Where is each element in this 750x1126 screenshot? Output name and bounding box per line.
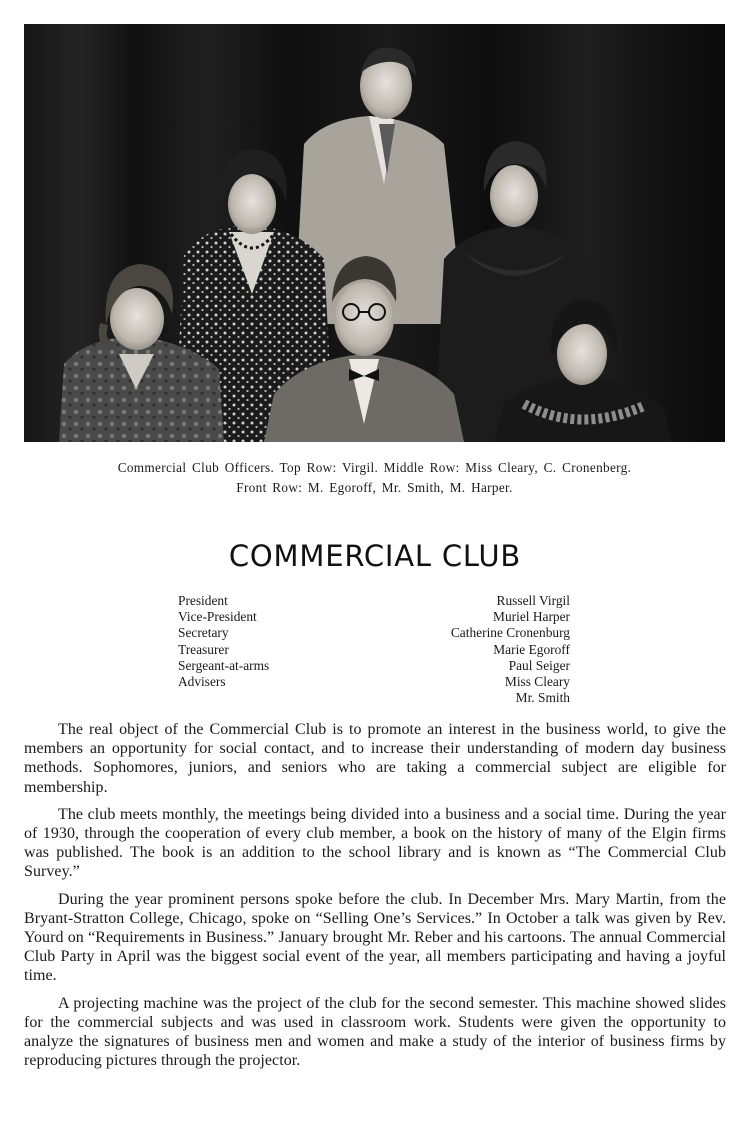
caption-line-1: Commercial Club Officers. Top Row: Virgil. Middle Row: Miss Cleary, C. Cronenberg. (117, 460, 632, 475)
officer-name: Mr. Smith (515, 690, 570, 706)
caption-line-2: Front Row: M. Egoroff, Mr. Smith, M. Harper. (236, 480, 513, 495)
article-body (24, 720, 726, 1078)
officer-name: Miss Cleary (504, 673, 570, 689)
officer-row (178, 690, 570, 706)
group-photo-illustration (24, 24, 725, 442)
officer-name: Muriel Harper (493, 609, 570, 625)
paragraph: During the year prominent persons spoke before the club. In December Mrs. Mary Martin, from the Bryant-Stratton College, Chicago, spoke on “Selling One’s Services.” In October a talk was given by Rev. Yourd on “Requirements in Business.” January brought Mr. Reber and his cartoons. The annual Commercial Club Party in April was the biggest social event of the year, all members participating and having a joyful time. (24, 890, 726, 985)
officer-role: Treasurer (178, 641, 229, 657)
group-photo (24, 24, 725, 442)
officer-role: President (178, 593, 228, 608)
officers-list (178, 593, 570, 706)
officer-role: Secretary (178, 625, 229, 641)
paragraph: The real object of the Commercial Club is to promote an interest in the business world, to give the members an opportunity for social contact, and to increase their understanding of modern day business methods. Sophomores, juniors, and seniors who are taking a commercial subject are eligible for membership. (24, 721, 726, 796)
officer-name: Paul Seiger (508, 657, 570, 673)
officer-row (178, 674, 570, 690)
officer-row (178, 593, 570, 609)
officer-row (178, 625, 570, 641)
officer-row (178, 609, 570, 625)
officer-row (178, 658, 570, 674)
officer-role: Sergeant-at-arms (178, 657, 270, 673)
photo-caption (24, 458, 725, 498)
paragraph: The club meets monthly, the meetings being divided into a business and a social time. During the year of 1930, through the cooperation of every club member, a book on the history of many of the Elgin firms was published. The book is an addition to the school library and is known as “The Commercial Club Survey.” (24, 805, 726, 881)
officer-name: Catherine Cronenburg (450, 625, 570, 641)
officer-name: Russell Virgil (496, 593, 570, 608)
page-title: COMMERCIAL CLUB (228, 539, 522, 573)
officer-row (178, 642, 570, 658)
officer-role: Vice-President (178, 609, 257, 625)
paragraph: A projecting machine was the project of the club for the second semester. This machine showed slides for the commercial subjects and was used in classroom work. Students were given the opportunity to analyze the signatures of business men and women and make a study of the interior of business firms by reproducing pictures through the projector. (24, 994, 726, 1070)
officer-name: Marie Egoroff (493, 641, 570, 657)
officer-role: Advisers (178, 673, 226, 689)
